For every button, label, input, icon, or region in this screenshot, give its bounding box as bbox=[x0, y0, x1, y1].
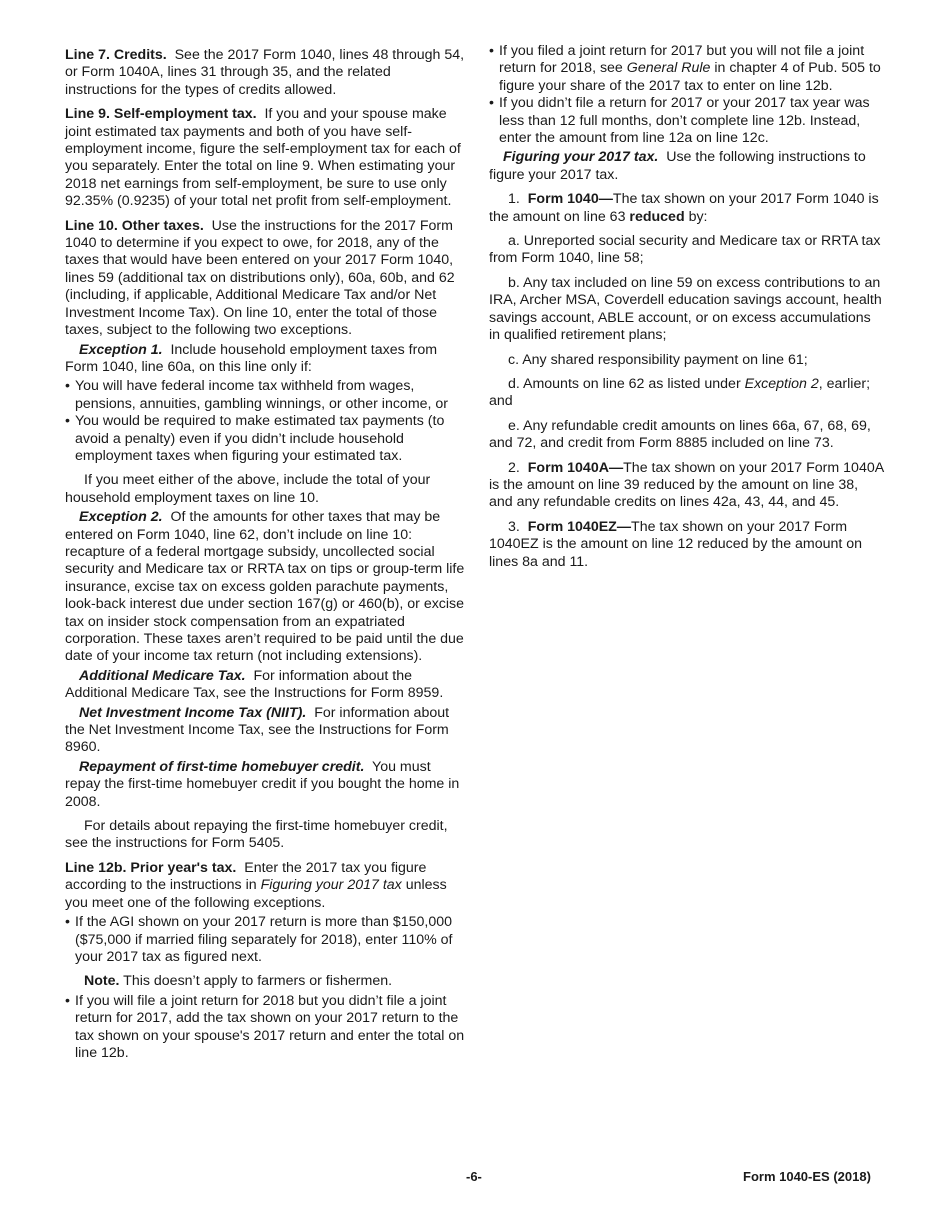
note-paragraph: Note. This doesn’t apply to farmers or fishermen. bbox=[84, 973, 393, 990]
bullet-icon: • bbox=[65, 992, 70, 1009]
exception-1-note: If you meet either of the above, include the total of your household employment taxes on line 10. bbox=[65, 472, 431, 506]
line-12b-bullet-2: • If you will file a joint return for 2018 but you didn’t file a joint return for 2017, add the tax shown on your 2017 return to the tax shown on your spouse's 2017 return and enter the total on line 12b. bbox=[65, 992, 465, 1061]
bullet-icon: • bbox=[489, 95, 494, 112]
right-column bbox=[489, 43, 885, 578]
repayment-details: For details about repaying the first-time homebuyer credit, see the instructions for Form 5405. bbox=[65, 818, 448, 852]
bullet-icon: • bbox=[65, 378, 70, 395]
exception-1-bullet-2: • You would be required to make estimated tax payments (to avoid a penalty) even if you didn’t include household employment taxes when figuring your estimated tax. bbox=[65, 413, 445, 464]
exception-2-paragraph: Exception 2. Of the amounts for other taxes that may be entered on Form 1040, line 62, don’t include on line 10: recapture of a federal mortgage subsidy, uncollected social security and Medicare tax or RRTA tax on tips or group-term life insurance, excise tax on excess golden parachute payments, look-back interest due under section 167(g) or 460(b), or excise tax on insider stock compensation from an expatriated corporation. These taxes aren’t required to be paid until the due date of your income tax return (not including extensions). bbox=[65, 509, 465, 665]
item-2-paragraph: 2. Form 1040A—The tax shown on your 2017 Form 1040A is the amount on line 39 reduced by the amount on line 38, and any refundable credits on lines 42a, 43, 44, and 45. bbox=[489, 459, 884, 511]
repayment-paragraph: Repayment of first-time homebuyer credit. You must repay the first-time homebuyer credit if you bought the home in 2008. bbox=[65, 758, 460, 810]
item-3-paragraph: 3. Form 1040EZ—The tax shown on your 2017 Form 1040EZ is the amount on line 12 reduced by the amount on lines 8a and 11. bbox=[489, 518, 863, 570]
item-c-paragraph: c. Any shared responsibility payment on line 61; bbox=[508, 351, 808, 368]
bullet-icon: • bbox=[65, 914, 70, 931]
item-b-paragraph: b. Any tax included on line 59 on excess contributions to an IRA, Archer MSA, Coverdell education savings account, health savings account, ABLE account, or on excess accumulations in qualified retirement plans; bbox=[489, 274, 882, 344]
item-1-paragraph: 1. Form 1040—The tax shown on your 2017 Form 1040 is the amount on line 63 reduced by: bbox=[489, 191, 879, 225]
item-a-paragraph: a. Unreported social security and Medicare tax or RRTA tax from Form 1040, line 58; bbox=[489, 233, 881, 267]
page-number: -6- bbox=[466, 1169, 482, 1184]
form-name: Form 1040-ES (2018) bbox=[743, 1169, 871, 1184]
left-column bbox=[65, 47, 465, 1062]
line-9-paragraph: Line 9. Self-employment tax. If you and your spouse make joint estimated tax payments and both of you have self-employment income, figure the self-employment tax for each of you separately. Enter the total on line 9. When estimating your 2018 net earnings from self-employment, be sure to use only 92.35% (0.9235) of your total net profit from self-employment. bbox=[65, 106, 461, 210]
right-bullet-1: • If you filed a joint return for 2017 but you will not file a joint return for 2018, see General Rule in chapter 4 of Pub. 505 to figure your share of the 2017 tax to enter on line 12b. bbox=[489, 43, 881, 94]
exception-1-bullet-1: • You will have federal income tax withheld from wages, pensions, annuities, gambling winnings, or other income, or bbox=[65, 378, 449, 412]
right-bullet-2: • If you didn’t file a return for 2017 or your 2017 tax year was less than 12 full months, don’t complete line 12b. Instead, enter the amount from line 12a on line 12c. bbox=[489, 95, 870, 147]
figuring-paragraph: Figuring your 2017 tax. Use the following instructions to figure your 2017 tax. bbox=[489, 149, 866, 183]
line-12b-paragraph: Line 12b. Prior year's tax. Enter the 2017 tax you figure according to the instructions in Figuring your 2017 tax unless you meet one of the following exceptions. bbox=[65, 859, 447, 911]
line-10-paragraph: Line 10. Other taxes. Use the instructions for the 2017 Form 1040 to determine if you expect to owe, for 2018, any of the taxes that would have been entered on your 2017 Form 1040, lines 59 (additional tax on distributions only), 60a, 60b, and 62 (including, if applicable, Additional Medicare Tax and/or Net Investment Income Tax). On line 10, enter the total of those taxes, subject to the following two exceptions. bbox=[65, 217, 455, 339]
item-e-paragraph: e. Any refundable credit amounts on lines 66a, 67, 68, 69, and 72, and credit from Form 8885 included on line 73. bbox=[489, 417, 871, 452]
exception-1-paragraph: Exception 1. Include household employment taxes from Form 1040, line 60a, on this line only if: bbox=[65, 341, 438, 375]
line-12b-bullet-1: • If the AGI shown on your 2017 return is more than $150,000 ($75,000 if married filing separately for 2018), enter 110% of your 2017 tax as figured next. bbox=[65, 914, 453, 965]
item-d-paragraph: d. Amounts on line 62 as listed under Exception 2, earlier; and bbox=[489, 375, 871, 410]
niit-paragraph: Net Investment Income Tax (NIIT). For information about the Net Investment Income Tax, see the Instructions for Form 8960. bbox=[65, 704, 450, 756]
line-7-paragraph: Line 7. Credits. See the 2017 Form 1040, lines 48 through 54, or Form 1040A, lines 31 through 35, and the related instructions for the types of credits allowed. bbox=[65, 47, 465, 98]
additional-medicare-paragraph: Additional Medicare Tax. For information about the Additional Medicare Tax, see the Instructions for Form 8959. bbox=[65, 667, 444, 702]
bullet-icon: • bbox=[489, 43, 494, 59]
bullet-icon: • bbox=[65, 413, 70, 430]
